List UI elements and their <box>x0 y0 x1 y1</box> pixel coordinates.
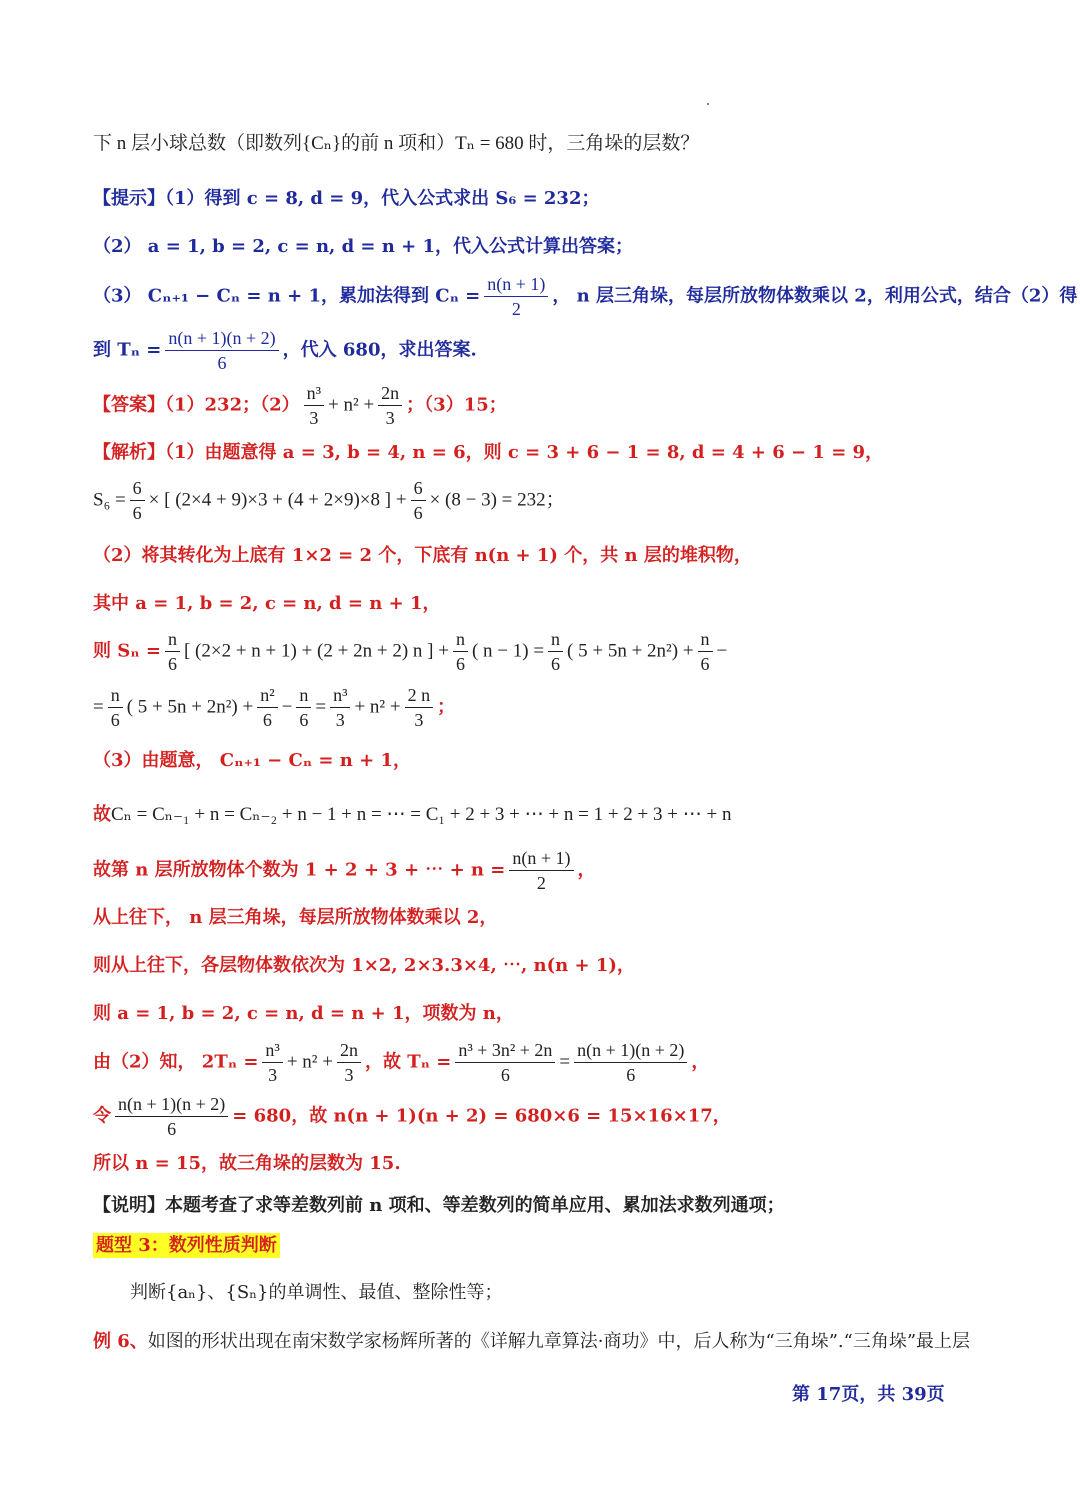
sn-simplified: = $\frac{n}{6}$ ( 5 + 5n + 2n²) + $\frac{\text{n²}}{6}$ − $\frac{n}{6}$ = $\frac{\text{n³}}{3}$ + n² + $\frac{2 n}{3}$ ； <box>93 685 456 730</box>
hint-line-4: 到 Tₙ = $\frac{n(n + 1)(n + 2)}{6}$ ，代入 680，求出答案. <box>93 328 477 373</box>
part3-line-5: 则从上往下，各层物体数依次为 1×2, 2×3.3×4, ⋯, n(n + 1)， <box>93 955 635 976</box>
fraction: $\frac{n(n + 1)}{2}$ <box>484 272 548 321</box>
fraction: $\frac{\text{n³}}{3}$ <box>330 683 350 732</box>
part3-line-2: 故Cₙ = Cₙ₋₁ + n = Cₙ₋₂ + n − 1 + n = ⋯ = C₁ + 2 + 3 + ⋯ + n = 1 + 2 + 3 + ⋯ + n <box>93 804 732 825</box>
fraction: $\frac{\text{n³}}{3}$ <box>262 1038 282 1087</box>
analysis-line-1: 【解析】（1）由题意得 a = 3, b = 4, n = 6，则 c = 3 + 6 − 1 = 8, d = 4 + 6 − 1 = 9， <box>93 442 884 463</box>
fraction: $\frac{n}{6}$ <box>296 683 311 732</box>
part2-line-1: （2）将其转化为上底有 1×2 = 2 个，下底有 n(n + 1) 个，共 n 层的堆积物， <box>93 545 752 566</box>
sn-equation: 则 Sₙ = $\frac{n}{6}$ [ (2×2 + n + 1) + (2 + 2n + 2) n ] + $\frac{n}{6}$ ( n − 1) = $\frac{n}{6}$ ( 5 + 5n + 2n²) + $\frac{n}{6}$ − <box>93 629 728 674</box>
judge-line: 判断{aₙ}、{Sₙ}的单调性、最值、整除性等； <box>130 1282 503 1303</box>
fraction: $\frac{n}{6}$ <box>108 683 123 732</box>
fraction: $\frac{2n}{3}$ <box>378 381 402 430</box>
part2-line-2: 其中 a = 1, b = 2, c = n, d = n + 1， <box>93 593 441 614</box>
part3-line-6: 则 a = 1, b = 2, c = n, d = n + 1，项数为 n， <box>93 1003 514 1024</box>
hint-line-3: （3） Cₙ₊₁ − Cₙ = n + 1，累加法得到 Cₙ = $\frac{n(n + 1)}{2}$ ， n 层三角垛，每层所放物体数乘以 2，利用公式，结合（2）得 <box>93 274 1078 319</box>
fraction: $\frac{\text{n³}}{3}$ <box>304 381 324 430</box>
example-6: 例 6、如图的形状出现在南宋数学家杨辉所著的《详解九章算法·商功》中，后人称为“三角垛”.“三角垛”最上层 <box>93 1331 971 1352</box>
page-footer: 第 17页，共 39页 <box>792 1384 945 1405</box>
fraction: $\frac{n(n + 1)(n + 2)}{6}$ <box>115 1092 228 1141</box>
speck <box>707 103 709 105</box>
fraction: $\frac{n}{6}$ <box>165 627 180 676</box>
analysis-label: 【解析】 <box>93 442 165 463</box>
fraction: $\frac{n}{6}$ <box>698 627 713 676</box>
part3-line-8: 令 $\frac{n(n + 1)(n + 2)}{6}$ = 680，故 n(n + 1)(n + 2) = 680×6 = 15×16×17， <box>93 1094 731 1139</box>
fraction: $\frac{n}{6}$ <box>548 627 563 676</box>
part3-line-9: 所以 n = 15，故三角垛的层数为 15. <box>93 1153 401 1174</box>
answer-label: 【答案】 <box>93 394 165 416</box>
answer-line: 【答案】（1）232；（2） $\frac{\text{n³}}{3}$ + n² + $\frac{2n}{3}$ ；（3）15； <box>93 383 507 428</box>
question-tail: 下 n 层小球总数（即数列{Cₙ}的前 n 项和）Tₙ = 680 时，三角垛的层数？ <box>93 133 700 154</box>
example-label: 例 6、 <box>93 1331 148 1352</box>
hint-line-1: 【提示】（1）得到 c = 8, d = 9，代入公式求出 S₆ = 232； <box>93 188 600 209</box>
fraction: $\frac{\text{n²}}{6}$ <box>257 683 277 732</box>
part3-line-1: （3）由题意， Cₙ₊₁ − Cₙ = n + 1， <box>93 750 411 771</box>
fraction: $\frac{2 n}{3}$ <box>405 683 434 732</box>
fraction: $\frac{2n}{3}$ <box>337 1038 361 1087</box>
fraction: $\frac{n}{6}$ <box>453 627 468 676</box>
hint-line-2: （2） a = 1, b = 2, c = n, d = n + 1，代入公式计算出答案； <box>93 236 634 257</box>
section-highlight: 题型 3：数列性质判断 <box>93 1233 280 1258</box>
fraction: $\frac{n(n + 1)}{2}$ <box>509 846 573 895</box>
fraction: $\frac{6}{6}$ <box>411 476 426 525</box>
hint-label: 【提示】 <box>93 188 165 209</box>
fraction: $\frac{6}{6}$ <box>130 476 145 525</box>
part3-line-3: 故第 n 层所放物体个数为 1 + 2 + 3 + ⋯ + n = $\frac{n(n + 1)}{2}$ ， <box>93 848 596 893</box>
part3-line-4: 从上往下， n 层三角垛，每层所放物体数乘以 2， <box>93 907 498 928</box>
fraction: $\frac{n(n + 1)(n + 2)}{6}$ <box>574 1038 687 1087</box>
section-title <box>93 1233 990 1259</box>
s6-equation: S₆ = $\frac{6}{6}$ × [ (2×4 + 9)×3 + (4 + 2×9)×8 ] + $\frac{6}{6}$ × (8 − 3) = 232； <box>93 478 565 523</box>
note-line: 【说明】本题考查了求等差数列前 n 项和、等差数列的简单应用、累加法求数列通项； <box>93 1195 785 1216</box>
part3-line-7: 由（2）知， 2Tₙ = $\frac{\text{n³}}{3}$ + n² + $\frac{2n}{3}$ ，故 Tₙ = $\frac{\text{n³ + 3n² + 2n}}{6}$ = $\frac{n(n + 1)(n + 2)}{6}$ ， <box>93 1040 710 1085</box>
fraction: $\frac{\text{n³ + 3n² + 2n}}{6}$ <box>455 1038 555 1087</box>
fraction: $\frac{n(n + 1)(n + 2)}{6}$ <box>165 326 278 375</box>
